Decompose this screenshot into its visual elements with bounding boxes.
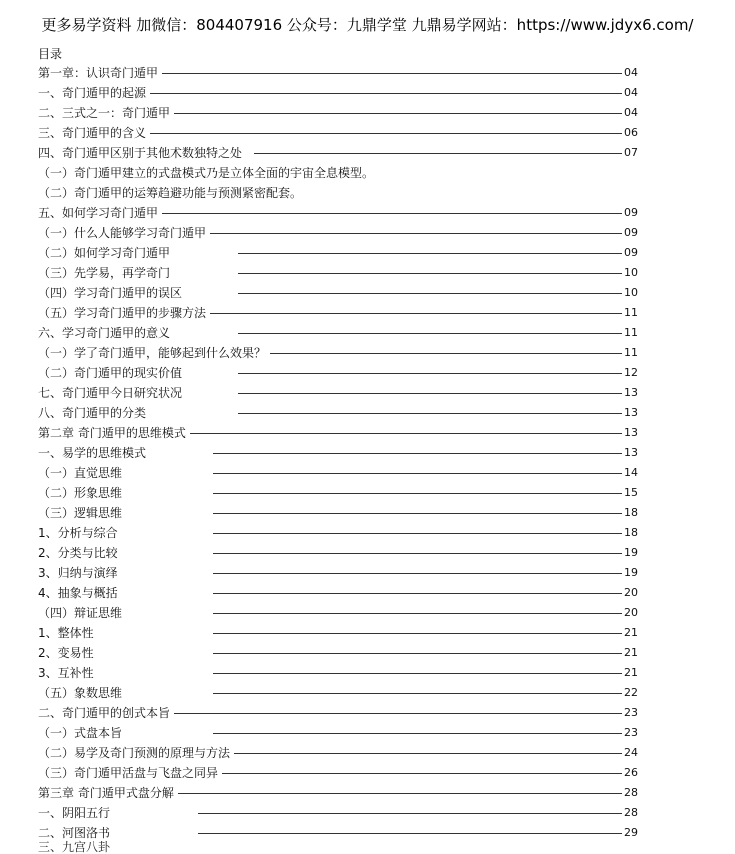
toc-entry-page-number: 20 (624, 586, 638, 599)
toc-entry-page-number: 10 (624, 286, 638, 299)
cut-off-toc-label: 三、九宫八卦 (38, 840, 111, 854)
toc-leader-line (213, 553, 622, 554)
toc-entry-label: 二、三式之一：奇门遁甲 (38, 103, 172, 123)
toc-entry-page-number: 11 (624, 326, 638, 339)
toc-entry[interactable] (38, 623, 638, 643)
toc-leader-line (198, 833, 622, 834)
toc-entry-page-number: 13 (624, 406, 638, 419)
toc-entry-page-number: 20 (624, 606, 638, 619)
toc-entry[interactable] (38, 263, 638, 283)
toc-entry-label: 3、互补性 (38, 663, 96, 683)
toc-entry[interactable] (38, 383, 638, 403)
toc-entry-page-number: 11 (624, 306, 638, 319)
toc-entry-page-number: 21 (624, 666, 638, 679)
toc-entry-label: （五）学习奇门遁甲的步骤方法 (38, 303, 208, 323)
toc-entry[interactable] (38, 543, 638, 563)
toc-leader-line (254, 153, 622, 154)
toc-entry[interactable] (38, 243, 638, 263)
toc-entry-page-number: 04 (624, 106, 638, 119)
toc-entry[interactable] (38, 163, 638, 183)
toc-leader-line (150, 133, 622, 134)
toc-leader-line (213, 493, 622, 494)
toc-entry[interactable] (38, 223, 638, 243)
toc-entry[interactable] (38, 743, 638, 763)
toc-entry-page-number: 19 (624, 566, 638, 579)
toc-leader-line (174, 113, 622, 114)
toc-entry-label: （三）奇门遁甲活盘与飞盘之同异 (38, 763, 220, 783)
table-of-contents (38, 63, 638, 843)
toc-entry-label: （四）辩证思维 (38, 603, 124, 623)
toc-entry-label: （一）式盘本旨 (38, 723, 124, 743)
toc-heading: 目录 (38, 47, 63, 61)
toc-entry[interactable] (38, 343, 638, 363)
toc-leader-line (238, 293, 622, 294)
toc-entry-label: 1、整体性 (38, 623, 96, 643)
toc-entry-label: （五）象数思维 (38, 683, 124, 703)
toc-entry-page-number: 23 (624, 726, 638, 739)
toc-entry[interactable] (38, 83, 638, 103)
toc-entry-label: 第二章 奇门遁甲的思维模式 (38, 423, 188, 443)
toc-leader-line (150, 93, 622, 94)
toc-entry-label: （二）奇门遁甲的运筹趋避功能与预测紧密配套。 (38, 183, 304, 203)
toc-entry[interactable] (38, 423, 638, 443)
toc-leader-line (213, 533, 622, 534)
toc-entry[interactable] (38, 403, 638, 423)
toc-leader-line (238, 413, 622, 414)
toc-entry[interactable] (38, 603, 638, 623)
toc-leader-line (162, 73, 622, 74)
toc-entry-label: 一、奇门遁甲的起源 (38, 83, 148, 103)
toc-entry-label: 四、奇门遁甲区别于其他术数独特之处 (38, 143, 244, 163)
toc-entry-label: （三）先学易，再学奇门 (38, 263, 172, 283)
toc-entry-label: （一）什么人能够学习奇门遁甲 (38, 223, 208, 243)
toc-entry-page-number: 24 (624, 746, 638, 759)
toc-leader-line (213, 693, 622, 694)
toc-leader-line (213, 613, 622, 614)
toc-entry-page-number: 09 (624, 226, 638, 239)
cut-off-toc-entry (38, 840, 158, 854)
toc-entry[interactable] (38, 563, 638, 583)
toc-entry[interactable] (38, 63, 638, 83)
toc-entry[interactable] (38, 203, 638, 223)
toc-entry-label: （四）学习奇门遁甲的误区 (38, 283, 184, 303)
toc-entry-label: 一、易学的思维模式 (38, 443, 148, 463)
toc-leader-line (213, 653, 622, 654)
toc-leader-line (198, 813, 622, 814)
toc-leader-line (234, 753, 622, 754)
toc-leader-line (210, 233, 622, 234)
toc-entry-label: （二）如何学习奇门遁甲 (38, 243, 172, 263)
toc-entry-label: （一）直觉思维 (38, 463, 124, 483)
toc-entry[interactable] (38, 483, 638, 503)
toc-entry-label: 八、奇门遁甲的分类 (38, 403, 148, 423)
toc-entry[interactable] (38, 823, 638, 843)
toc-leader-line (238, 253, 622, 254)
toc-leader-line (190, 433, 622, 434)
toc-entry[interactable] (38, 683, 638, 703)
toc-entry[interactable] (38, 443, 638, 463)
toc-entry[interactable] (38, 783, 638, 803)
toc-entry-label: 3、归纳与演绎 (38, 563, 120, 583)
toc-leader-line (174, 713, 622, 714)
toc-entry-page-number: 13 (624, 426, 638, 439)
toc-leader-line (178, 793, 622, 794)
toc-entry-page-number: 04 (624, 86, 638, 99)
toc-leader-line (213, 573, 622, 574)
toc-entry-page-number: 09 (624, 246, 638, 259)
toc-entry[interactable] (38, 643, 638, 663)
toc-entry[interactable] (38, 703, 638, 723)
toc-leader-line (162, 213, 622, 214)
toc-leader-line (213, 473, 622, 474)
toc-leader-line (210, 313, 622, 314)
toc-entry[interactable] (38, 523, 638, 543)
toc-entry-label: 第一章：认识奇门遁甲 (38, 63, 160, 83)
toc-entry-page-number: 04 (624, 66, 638, 79)
toc-entry-page-number: 07 (624, 146, 638, 159)
toc-entry-label: 二、奇门遁甲的创式本旨 (38, 703, 172, 723)
toc-entry-page-number: 13 (624, 386, 638, 399)
page-header-banner: 更多易学资料 加微信：804407916 公众号：九鼎学堂 九鼎易学网站：https://www.jdyx6.com/ (41, 16, 694, 34)
toc-entry-page-number: 28 (624, 806, 638, 819)
toc-entry[interactable] (38, 663, 638, 683)
toc-leader-line (213, 673, 622, 674)
toc-entry-page-number: 13 (624, 446, 638, 459)
toc-entry-label: 1、分析与综合 (38, 523, 120, 543)
toc-leader-line (213, 453, 622, 454)
toc-entry-label: （一）奇门遁甲建立的式盘模式乃是立体全面的宇宙全息模型。 (38, 163, 376, 183)
toc-leader-line (238, 373, 622, 374)
toc-leader-line (238, 273, 622, 274)
toc-entry-label: （一）学了奇门遁甲，能够起到什么效果？ (38, 343, 268, 363)
toc-entry-label: 2、变易性 (38, 643, 96, 663)
toc-entry-label: 七、奇门遁甲今日研究状况 (38, 383, 184, 403)
toc-entry-page-number: 21 (624, 646, 638, 659)
toc-entry-page-number: 11 (624, 346, 638, 359)
toc-entry-page-number: 26 (624, 766, 638, 779)
toc-entry-page-number: 19 (624, 546, 638, 559)
toc-entry-label: 一、阴阳五行 (38, 803, 112, 823)
toc-entry-page-number: 21 (624, 626, 638, 639)
toc-entry-page-number: 23 (624, 706, 638, 719)
toc-entry-label: 五、如何学习奇门遁甲 (38, 203, 160, 223)
toc-entry[interactable] (38, 323, 638, 343)
toc-leader-line (213, 513, 622, 514)
toc-entry-label: （三）逻辑思维 (38, 503, 124, 523)
toc-entry[interactable] (38, 103, 638, 123)
toc-entry-label: （二）易学及奇门预测的原理与方法 (38, 743, 232, 763)
toc-entry[interactable] (38, 463, 638, 483)
toc-entry-page-number: 28 (624, 786, 638, 799)
toc-entry[interactable] (38, 583, 638, 603)
toc-entry-page-number: 22 (624, 686, 638, 699)
toc-entry-page-number: 15 (624, 486, 638, 499)
toc-entry-page-number: 18 (624, 526, 638, 539)
toc-entry-label: 第三章 奇门遁甲式盘分解 (38, 783, 176, 803)
toc-entry[interactable] (38, 723, 638, 743)
toc-leader-line (213, 733, 622, 734)
toc-entry-label: 六、学习奇门遁甲的意义 (38, 323, 172, 343)
toc-leader-line (238, 393, 622, 394)
toc-leader-line (270, 353, 622, 354)
toc-entry[interactable] (38, 763, 638, 783)
toc-leader-line (238, 333, 622, 334)
toc-entry[interactable] (38, 123, 638, 143)
toc-entry[interactable] (38, 503, 638, 523)
toc-entry[interactable] (38, 183, 638, 203)
toc-entry[interactable] (38, 143, 638, 163)
toc-entry[interactable] (38, 283, 638, 303)
toc-leader-line (222, 773, 622, 774)
toc-entry[interactable] (38, 363, 638, 383)
toc-leader-line (213, 633, 622, 634)
toc-entry-page-number: 14 (624, 466, 638, 479)
toc-entry-page-number: 06 (624, 126, 638, 139)
toc-entry-label: （二）奇门遁甲的现实价值 (38, 363, 184, 383)
toc-entry[interactable] (38, 803, 638, 823)
toc-entry-page-number: 09 (624, 206, 638, 219)
toc-entry[interactable] (38, 303, 638, 323)
toc-entry-label: 2、分类与比较 (38, 543, 120, 563)
toc-entry-label: 二、河图洛书 (38, 823, 112, 843)
toc-entry-label: 4、抽象与概括 (38, 583, 120, 603)
toc-entry-page-number: 18 (624, 506, 638, 519)
toc-leader-line (213, 593, 622, 594)
toc-entry-label: （二）形象思维 (38, 483, 124, 503)
toc-entry-page-number: 29 (624, 826, 638, 839)
toc-entry-label: 三、奇门遁甲的含义 (38, 123, 148, 143)
toc-entry-page-number: 10 (624, 266, 638, 279)
toc-entry-page-number: 12 (624, 366, 638, 379)
